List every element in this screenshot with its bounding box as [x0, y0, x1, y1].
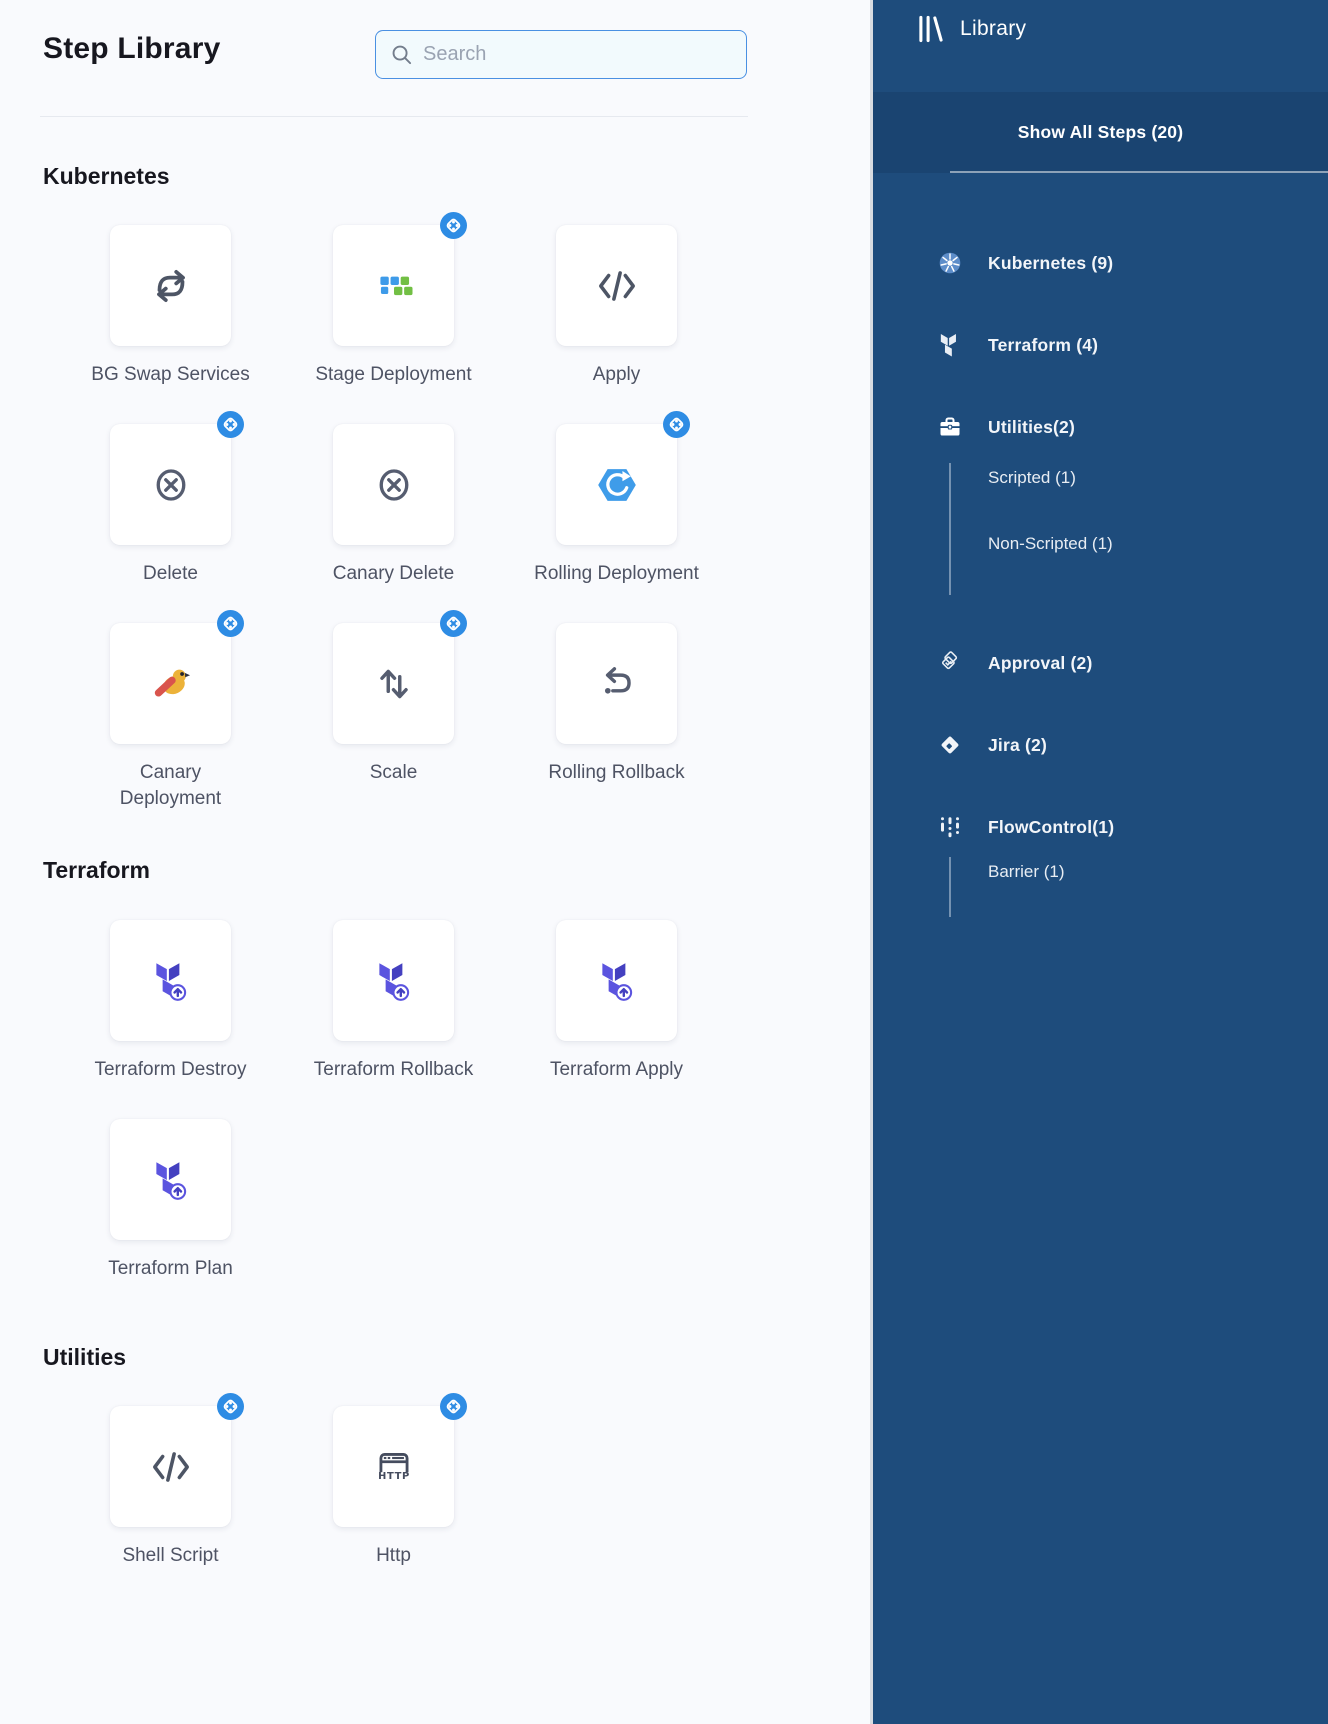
sidebar-subitem-label: Non-Scripted (1) [988, 534, 1113, 553]
section-title-utilities: Utilities [43, 1344, 127, 1370]
step-card-rolling-rollback[interactable] [556, 623, 677, 744]
approval-icon [938, 650, 962, 676]
sidebar-item-kubernetes[interactable] [938, 243, 1328, 283]
squares-grid-icon [371, 263, 417, 309]
code-icon [148, 1444, 194, 1490]
cross-circle-icon [371, 462, 417, 508]
terraform-logo-icon [371, 958, 417, 1004]
step-card-terraform-rollback[interactable] [333, 920, 454, 1041]
step-cell [59, 920, 282, 1083]
terraform-icon [938, 332, 962, 358]
step-label: Shell Script [122, 1545, 219, 1566]
terraform-logo-icon [148, 1157, 194, 1203]
sidebar-item-label: Kubernetes (9) [988, 252, 1114, 273]
show-all-steps-label: Show All Steps (20) [1017, 122, 1184, 142]
cross-circle-icon [148, 462, 194, 508]
swap-arrows-icon [148, 263, 194, 309]
sidebar-subitem-label: Scripted (1) [988, 468, 1076, 487]
section-title-kubernetes: Kubernetes [43, 163, 170, 189]
terraform-logo-icon [594, 958, 640, 1004]
step-label: Canary Delete [332, 563, 455, 584]
step-cell [282, 424, 505, 587]
step-cell [59, 225, 282, 388]
step-label: Scale [369, 762, 418, 783]
sidebar-item-label: Utilities(2) [988, 416, 1075, 437]
step-cell [505, 225, 728, 388]
step-card-shell-script[interactable] [110, 1406, 231, 1527]
step-card-stage-deployment[interactable] [333, 225, 454, 346]
step-cell [282, 920, 505, 1083]
show-all-steps-tab[interactable] [873, 92, 1328, 173]
http-window-icon [371, 1444, 417, 1490]
sidebar-item-flowcontrol[interactable] [938, 807, 1328, 847]
step-label: Delete [143, 563, 198, 584]
step-card-terraform-apply[interactable] [556, 920, 677, 1041]
step-label: Terraform Rollback [313, 1059, 474, 1080]
search-box[interactable] [375, 30, 747, 79]
kubernetes-badge-icon [440, 610, 467, 637]
section-title-terraform: Terraform [43, 857, 150, 883]
step-card-terraform-destroy[interactable] [110, 920, 231, 1041]
step-cell [505, 623, 728, 812]
step-card-bg-swap-services[interactable] [110, 225, 231, 346]
briefcase-icon [938, 415, 962, 439]
sidebar-item-label: FlowControl(1) [988, 816, 1115, 837]
step-label: Apply [592, 364, 641, 385]
flow-control-icon [938, 815, 962, 840]
kubernetes-badge-icon [217, 411, 244, 438]
code-icon [594, 263, 640, 309]
sidebar-item-jira[interactable] [938, 725, 1328, 765]
terraform-step-grid [59, 920, 728, 1282]
step-cell [505, 920, 728, 1083]
step-cell [505, 424, 728, 587]
step-label: Terraform Destroy [94, 1059, 247, 1080]
utilities-step-grid [59, 1406, 728, 1569]
library-header [918, 14, 1026, 44]
step-label: Terraform Plan [108, 1258, 233, 1279]
kubernetes-badge-icon [217, 610, 244, 637]
sidebar-item-terraform[interactable] [938, 325, 1328, 365]
kubernetes-badge-icon [440, 1393, 467, 1420]
rollback-arrow-icon [594, 661, 640, 707]
step-cell [282, 1406, 505, 1569]
flowcontrol-subgroup [949, 857, 1328, 917]
terraform-logo-icon [148, 958, 194, 1004]
step-card-http[interactable] [333, 1406, 454, 1527]
category-list [938, 173, 1328, 1724]
step-label: Rolling Deployment [534, 563, 699, 584]
step-label: BG Swap Services [91, 364, 250, 385]
search-input[interactable] [423, 43, 732, 66]
step-label: Terraform Apply [549, 1059, 684, 1080]
sidebar-subitem-barrier[interactable] [988, 857, 1328, 887]
header-divider [40, 116, 748, 117]
step-cell [282, 623, 505, 812]
kubernetes-badge-icon [663, 411, 690, 438]
sidebar-item-label: Approval (2) [988, 652, 1093, 673]
jira-icon [938, 733, 962, 757]
sidebar-item-label: Jira (2) [988, 734, 1047, 755]
step-label: Http [376, 1545, 411, 1566]
hexagon-refresh-icon [594, 462, 640, 508]
page-title: Step Library [43, 32, 221, 65]
step-label: Stage Deployment [315, 364, 472, 385]
sidebar-item-approval[interactable] [938, 643, 1328, 683]
step-card-canary-delete[interactable] [333, 424, 454, 545]
sidebar-item-label: Terraform (4) [988, 334, 1099, 355]
step-cell [59, 623, 282, 812]
step-cell [59, 1119, 282, 1282]
sidebar-subitem-label: Barrier (1) [988, 862, 1065, 881]
step-card-canary-deployment[interactable] [110, 623, 231, 744]
kubernetes-badge-icon [217, 1393, 244, 1420]
sidebar-item-utilities[interactable] [938, 407, 1328, 447]
step-cell [282, 225, 505, 388]
step-card-scale[interactable] [333, 623, 454, 744]
step-label: Canary Deployment [119, 762, 222, 809]
sidebar-subitem-non-scripted[interactable] [988, 529, 1328, 559]
step-card-apply[interactable] [556, 225, 677, 346]
kubernetes-icon [938, 251, 962, 275]
library-sidebar [873, 0, 1328, 1724]
step-card-delete[interactable] [110, 424, 231, 545]
search-icon [390, 43, 413, 66]
step-cell [59, 1406, 282, 1569]
library-title: Library [960, 17, 1027, 40]
kubernetes-badge-icon [440, 212, 467, 239]
utilities-subgroup [949, 463, 1328, 595]
kubernetes-step-grid [59, 225, 728, 812]
step-card-terraform-plan[interactable] [110, 1119, 231, 1240]
arrows-up-down-icon [371, 661, 417, 707]
library-icon [918, 14, 943, 44]
sidebar-subitem-scripted[interactable] [988, 463, 1328, 493]
step-card-rolling-deployment[interactable] [556, 424, 677, 545]
step-cell [59, 424, 282, 587]
canary-bird-icon [148, 661, 194, 707]
step-label: Rolling Rollback [548, 762, 685, 783]
